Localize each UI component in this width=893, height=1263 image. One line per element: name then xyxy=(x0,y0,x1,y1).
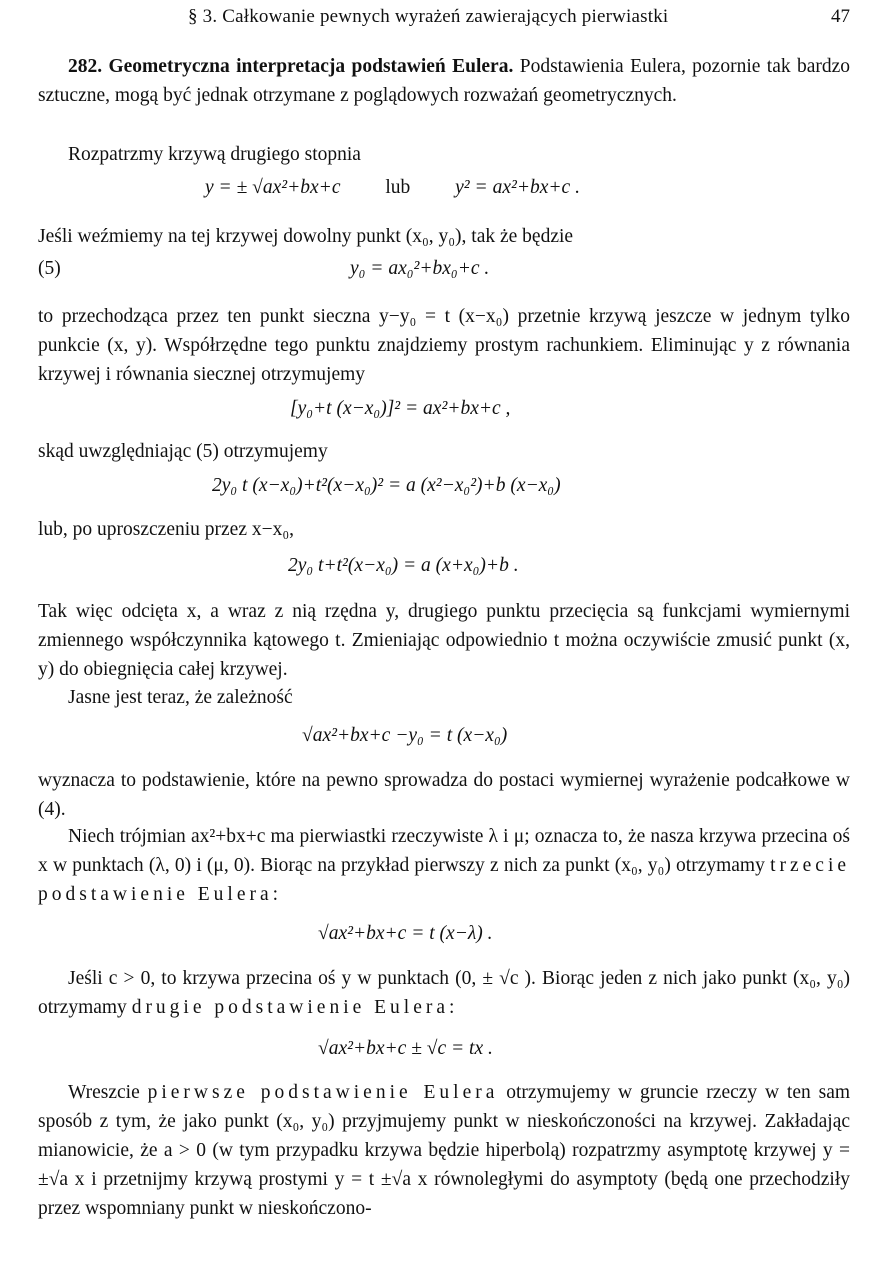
paragraph-point: Jeśli weźmiemy na tej krzywej dowolny punkt (x₀, y₀), tak że będzie xyxy=(38,226,574,247)
spaced-emphasis: drugie podstawienie Eulera: xyxy=(131,997,459,1018)
paragraph-integrand: wyznacza to podstawienie, które na pewno sprowadza do postaci wymiernej wyrażenie podcałkowe w (4). xyxy=(38,770,850,820)
paragraph-using-5: skąd uwzględniając (5) otrzymujemy xyxy=(38,441,328,462)
equation-substitution: √ax²+bx+c −y₀ = t (x−x₀) xyxy=(302,725,508,746)
page-header xyxy=(38,6,850,30)
paragraph-282 xyxy=(38,52,850,110)
spaced-emphasis: trzecie podstawienie Eulera: xyxy=(38,855,851,905)
equation-eliminate: [y₀+t (x−x₀)]² = ax²+bx+c , xyxy=(290,398,511,419)
equation-label-5: (5) xyxy=(38,258,61,279)
paragraph-text: otrzymujemy w gruncie rzeczy w ten sam sposób z tym, że jako punkt (x₀, y₀) przyjmujemy punkt w nieskończoności na krzywej. Zakładając mianowicie, że a > 0 (w tym przypadku krzywa będzie hiperbolą) rozpatrzmy asymptotę krzywej y = ±√a x i przetnijmy krzywą prostymi y = t ±√a x równoległymi do asymptoty (będą one przechodziły przez wspomniany punkt w nieskończono- xyxy=(38,1082,851,1219)
equation-second-euler: √ax²+bx+c ± √c = tx . xyxy=(318,1038,493,1059)
paragraph-dependence: Jasne jest teraz, że zależność xyxy=(68,687,293,708)
paragraph-lead: Wreszcie xyxy=(68,1082,140,1103)
equation-curve xyxy=(205,177,580,199)
paragraph-simplify: lub, po uproszczeniu przez x−x₀, xyxy=(38,519,295,540)
paragraph-curve-intro: Rozpatrzmy krzywą drugiego stopnia xyxy=(68,144,361,165)
equation-simplified: 2y₀ t+t²(x−x₀) = a (x+x₀)+b . xyxy=(288,555,519,576)
paragraph-third-substitution xyxy=(38,822,850,909)
equation-right: y² = ax²+bx+c . xyxy=(455,177,580,198)
paragraph-text: Podstawienia Eulera, pozornie tak bardzo sztuczne, mogą być jednak otrzymane z poglądowych rozważań geometrycznych. xyxy=(38,56,851,106)
equation-connector: lub xyxy=(385,177,411,198)
paragraph-rational: Tak więc odcięta x, a wraz z nią rzędna y, drugiego punktu przecięcia są funkcjami wymiernymi zmiennego współczynnika kątowego t. Zmieniając odpowiednio t można oczywiście zmusić punkt (x, y) do obiegnięcia całej krzywej. xyxy=(38,601,850,680)
equation-5: y₀ = ax₀²+bx₀+c . xyxy=(350,258,490,279)
equation-third-euler: √ax²+bx+c = t (x−λ) . xyxy=(318,923,493,944)
equation-expanded: 2y₀ t (x−x₀)+t²(x−x₀)² = a (x²−x₀²)+b (x−x₀) xyxy=(212,475,561,496)
running-title: § 3. Całkowanie pewnych wyrażeń zawierających pierwiastki xyxy=(188,6,669,27)
spaced-emphasis: pierwsze podstawienie Eulera xyxy=(147,1082,499,1103)
paragraph-secant: to przechodząca przez ten punkt sieczna y−y₀ = t (x−x₀) przetnie krzywą jeszcze w jednym tylko punkcie (x, y). Współrzędne tego punktu znajdziemy prostym rachunkiem. Eliminując y z równania krzywej i równania siecznej otrzymujemy xyxy=(38,306,850,385)
equation-left: y = ± √ax²+bx+c xyxy=(205,177,341,198)
paragraph-text: Jeśli c > 0, to krzywa przecina oś y w punktach (0, ± √c ). Biorąc jeden z nich jako punkt (x₀, y₀) otrzymamy xyxy=(38,968,850,1018)
paragraph-second-substitution xyxy=(38,964,850,1022)
paragraph-first-substitution xyxy=(38,1078,850,1223)
page-number: 47 xyxy=(831,6,850,27)
paragraph-text: Niech trójmian ax²+bx+c ma pierwiastki rzeczywiste λ i μ; oznacza to, że nasza krzywa przecina oś x w punktach (λ, 0) i (μ, 0). Biorąc na przykład pierwszy z nich za punkt (x₀, y₀) otrzymamy xyxy=(38,826,850,876)
section-heading: 282. Geometryczna interpretacja podstawień Eulera. xyxy=(68,56,514,77)
